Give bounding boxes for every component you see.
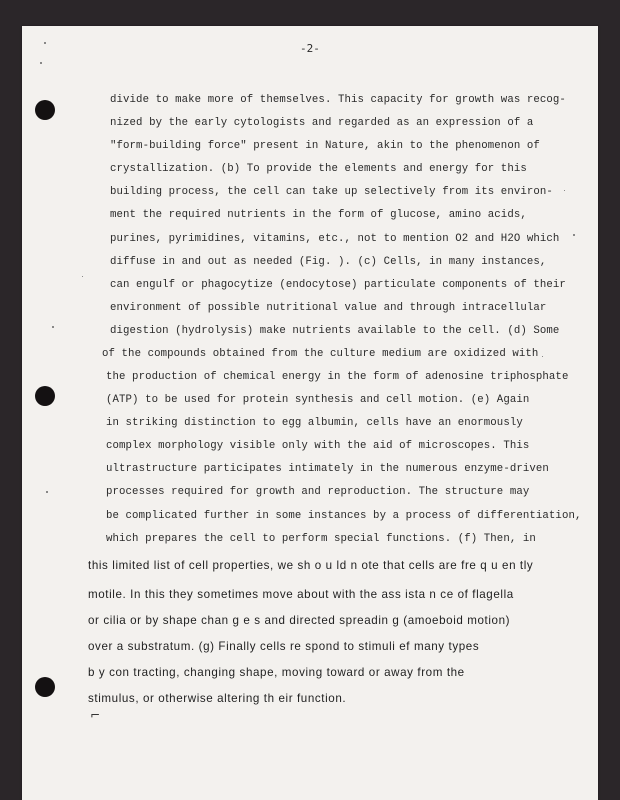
text-line: motile. In this they sometimes move about with the ass ista n ce of flagella [88, 588, 514, 601]
binder-hole-top [35, 100, 55, 120]
text-line: stimulus, or otherwise altering th eir function. [88, 692, 347, 705]
text-line: over a substratum. (g) Finally cells re spond to stimuli ef many types [88, 640, 480, 653]
binder-hole-bottom [35, 677, 55, 697]
text-line: of the compounds obtained from the culture medium are oxidized with [102, 348, 539, 360]
text-line: complex morphology visible only with the aid of microscopes. This [106, 440, 530, 452]
text-line: the production of chemical energy in the form of adenosine triphosphate [106, 371, 569, 383]
page-number: -2- [300, 42, 320, 55]
text-line: or cilia or by shape chan g e s and directed spreadin g (amoeboid motion) [88, 614, 511, 627]
text-line: building process, the cell can take up selectively from its environ- [110, 186, 553, 198]
speck [542, 356, 543, 357]
text-line: divide to make more of themselves. This capacity for growth was recog- [110, 94, 566, 106]
text-line: crystallization. (b) To provide the elements and energy for this [110, 163, 527, 175]
document-page [22, 26, 598, 800]
speck [82, 276, 83, 277]
stray-mark: ⌐ [90, 708, 101, 722]
text-line: this limited list of cell properties, we sh o u ld n ote that cells are fre q u en tly [88, 559, 534, 572]
text-line: diffuse in and out as needed (Fig. ). (c) Cells, in many instances, [110, 256, 547, 268]
speck [44, 42, 46, 44]
text-line: digestion (hydrolysis) make nutrients available to the cell. (d) Some [110, 325, 560, 337]
text-line: purines, pyrimidines, vitamins, etc., not to mention O2 and H2O which [110, 233, 560, 245]
text-line: environment of possible nutritional value and through intracellular [110, 302, 547, 314]
speck [52, 326, 54, 328]
speck [46, 491, 48, 493]
text-line: ment the required nutrients in the form of glucose, amino acids, [110, 209, 527, 221]
text-line: which prepares the cell to perform special functions. (f) Then, in [106, 533, 536, 545]
text-line: in striking distinction to egg albumin, cells have an enormously [106, 417, 523, 429]
text-line: b y con tracting, changing shape, moving toward or away from the [88, 666, 465, 679]
text-line: nized by the early cytologists and regarded as an expression of a [110, 117, 534, 129]
text-line: processes required for growth and reproduction. The structure may [106, 486, 530, 498]
text-line: be complicated further in some instances by a process of differentiation, [106, 510, 582, 522]
text-line: ultrastructure participates intimately in the numerous enzyme-driven [106, 463, 549, 475]
text-line: can engulf or phagocytize (endocytose) particulate components of their [110, 279, 566, 291]
text-line: "form-building force" present in Nature, akin to the phenomenon of [110, 140, 540, 152]
binder-hole-middle [35, 386, 55, 406]
speck [573, 234, 575, 236]
text-line: (ATP) to be used for protein synthesis and cell motion. (e) Again [106, 394, 530, 406]
speck [40, 62, 42, 64]
speck [564, 190, 565, 191]
